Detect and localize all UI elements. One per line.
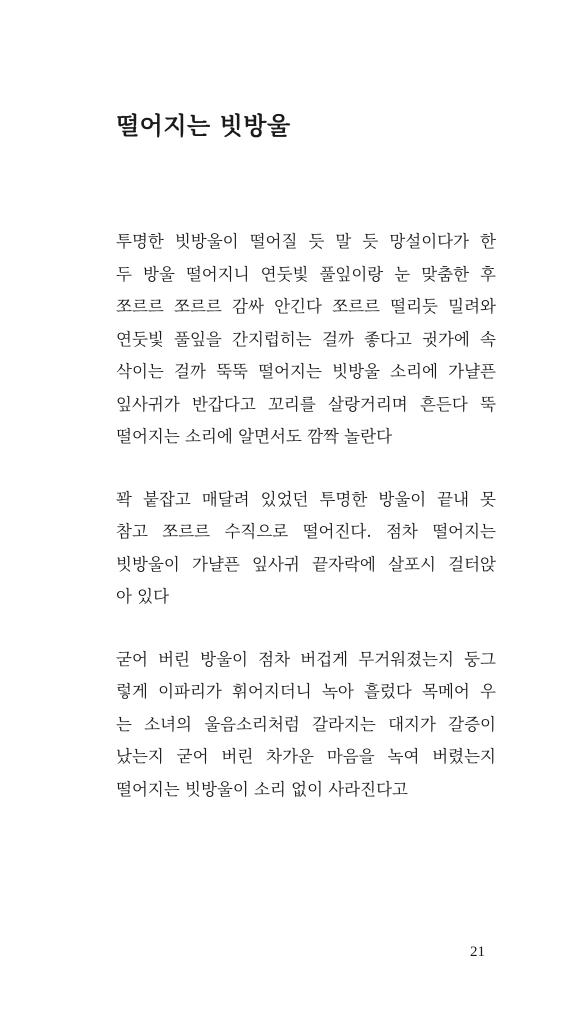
poem-line: 굳어 버린 방울이 점차 버겁게 무거워졌는지 둥그 (116, 649, 496, 669)
poem-line: 연둣빛 풀잎을 간지럽히는 걸까 좋다고 귓가에 속 (116, 329, 496, 349)
poem-line: 잎사귀가 반갑다고 꼬리를 살랑거리며 흔든다 뚝 (116, 394, 496, 414)
page-number: 21 (470, 944, 485, 960)
poem-line: 떨어지는 소리에 알면서도 깜짝 놀란다 (116, 427, 393, 446)
poem-line: 는 소녀의 울음소리처럼 갈라지는 대지가 갈증이 (116, 714, 496, 734)
poem-line: 두 방울 떨어지니 연둣빛 풀잎이랑 눈 맞춤한 후 (116, 264, 496, 284)
poem-line: 투명한 빗방울이 떨어질 듯 말 듯 망설이다가 한 (116, 232, 496, 251)
poem-body (116, 226, 496, 836)
poem-line: 아 있다 (116, 587, 170, 606)
stanza-3 (116, 644, 496, 807)
poem-line: 꽉 붙잡고 매달려 있었던 투명한 방울이 끝내 못 (116, 489, 496, 509)
poem-line: 났는지 굳어 버린 차가운 마음을 녹여 버렸는지 (116, 747, 496, 766)
poem-line: 렇게 이파리가 휘어지더니 녹아 흘렀다 목메어 우 (116, 682, 496, 701)
poem-line: 쪼르르 쪼르르 감싸 안긴다 쪼르르 떨리듯 밀려와 (116, 297, 496, 316)
poem-line: 삭이는 걸까 뚝뚝 떨어지는 빗방울 소리에 가냘픈 (116, 362, 496, 381)
poem-line: 빗방울이 가냘픈 잎사귀 끝자락에 살포시 걸터앉 (116, 554, 496, 574)
poem-title: 떨어지는 빗방울 (116, 111, 291, 140)
stanza-1 (116, 226, 496, 454)
poem-line: 떨어지는 빗방울이 소리 없이 사라진다고 (116, 779, 408, 799)
stanza-2 (116, 484, 496, 614)
poem-line: 참고 쪼르르 수직으로 떨어진다. 점차 떨어지는 (116, 522, 496, 541)
